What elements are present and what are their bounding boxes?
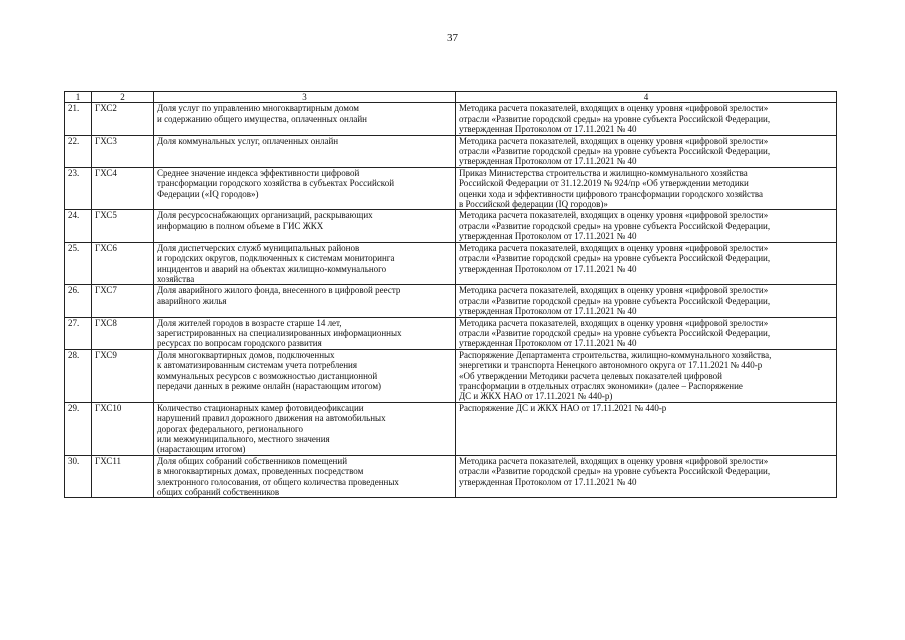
table-row bbox=[65, 210, 837, 242]
row-number: 25. bbox=[65, 242, 92, 285]
table-row bbox=[65, 242, 837, 285]
row-number: 27. bbox=[65, 317, 92, 349]
methodology-source: Методика расчета показателей, входящих в оценку уровня «цифровой зрелости» отрасли «Развитие городской среды» на уровне субъекта Российской Федерации, утвержденная Протоколом от 17.11.2021 № 40 bbox=[456, 103, 837, 135]
indicator-code: ГХС8 bbox=[92, 317, 154, 349]
methodology-source: Распоряжение Департамента строительства, жилищно-коммунального хозяйства, энергетики и транспорта Ненецкого автономного округа от 17.11.2021 № 440-р «Об утверждении Методики расчета целевых показателей цифровой трансформации в отдельных отраслях экономики» (далее – Распоряжение ДС и ЖКХ НАО от 17.11.2021 № 440-р) bbox=[456, 349, 837, 402]
row-number: 28. bbox=[65, 349, 92, 402]
indicator-code: ГХС2 bbox=[92, 103, 154, 135]
row-number: 26. bbox=[65, 285, 92, 317]
indicator-name: Доля коммунальных услуг, оплаченных онлайн bbox=[154, 135, 456, 167]
indicator-name: Количество стационарных камер фотовидеофиксации нарушений правил дорожного движения на автомобильных дорогах федерального, регионального или межмуниципального, местного значения (нарастающим итогом) bbox=[154, 402, 456, 455]
row-number: 22. bbox=[65, 135, 92, 167]
table-row bbox=[65, 402, 837, 455]
indicator-code: ГХС7 bbox=[92, 285, 154, 317]
methodology-source: Методика расчета показателей, входящих в оценку уровня «цифровой зрелости» отрасли «Развитие городской среды» на уровне субъекта Российской Федерации, утвержденная Протоколом от 17.11.2021 № 40 bbox=[456, 317, 837, 349]
indicator-name: Среднее значение индекса эффективности цифровой трансформации городского хозяйства в субъектах Российской Федерации («IQ городов») bbox=[154, 167, 456, 210]
indicator-code: ГХС11 bbox=[92, 455, 154, 498]
table-row bbox=[65, 317, 837, 349]
column-header-code: 2 bbox=[92, 92, 154, 103]
column-header-source: 4 bbox=[456, 92, 837, 103]
indicator-code: ГХС9 bbox=[92, 349, 154, 402]
table-row bbox=[65, 135, 837, 167]
column-header-number: 1 bbox=[65, 92, 92, 103]
indicator-code: ГХС4 bbox=[92, 167, 154, 210]
row-number: 24. bbox=[65, 210, 92, 242]
methodology-source: Распоряжение ДС и ЖКХ НАО от 17.11.2021 № 440-р bbox=[456, 402, 837, 455]
indicator-name: Доля ресурсоснабжающих организаций, раскрывающих информацию в полном объеме в ГИС ЖКХ bbox=[154, 210, 456, 242]
indicator-name: Доля жителей городов в возрасте старше 14 лет, зарегистрированных на специализированных информационных ресурсах по вопросам городского развития bbox=[154, 317, 456, 349]
table-row bbox=[65, 103, 837, 135]
row-number: 29. bbox=[65, 402, 92, 455]
indicators-table bbox=[64, 91, 837, 498]
indicator-name: Доля общих собраний собственников помещений в многоквартирных домах, проведенных посредством электронного голосования, от общего количества проведенных общих собраний собственников bbox=[154, 455, 456, 498]
methodology-source: Методика расчета показателей, входящих в оценку уровня «цифровой зрелости» отрасли «Развитие городской среды» на уровне субъекта Российской Федерации, утвержденная Протоколом от 17.11.2021 № 40 bbox=[456, 285, 837, 317]
column-header-indicator: 3 bbox=[154, 92, 456, 103]
methodology-source: Методика расчета показателей, входящих в оценку уровня «цифровой зрелости» отрасли «Развитие городской среды» на уровне субъекта Российской Федерации, утвержденная Протоколом от 17.11.2021 № 40 bbox=[456, 455, 837, 498]
indicator-code: ГХС6 bbox=[92, 242, 154, 285]
methodology-source: Методика расчета показателей, входящих в оценку уровня «цифровой зрелости» отрасли «Развитие городской среды» на уровне субъекта Российской Федерации, утвержденная Протоколом от 17.11.2021 № 40 bbox=[456, 242, 837, 285]
table-header-row bbox=[65, 92, 837, 103]
methodology-source: Приказ Министерства строительства и жилищно-коммунального хозяйства Российской Федерации от 31.12.2019 № 924/пр «Об утверждении методики оценки хода и эффективности цифрового трансформации городского хозяйства в Российской федерации (IQ городов)» bbox=[456, 167, 837, 210]
row-number: 21. bbox=[65, 103, 92, 135]
table-row bbox=[65, 349, 837, 402]
indicator-name: Доля многоквартирных домов, подключенных к автоматизированным системам учета потребления коммунальных ресурсов с возможностью дистанционной передачи данных в режиме онлайн (нарастающим итогом) bbox=[154, 349, 456, 402]
table-row bbox=[65, 455, 837, 498]
row-number: 30. bbox=[65, 455, 92, 498]
row-number: 23. bbox=[65, 167, 92, 210]
page-number: 37 bbox=[447, 32, 458, 44]
methodology-source: Методика расчета показателей, входящих в оценку уровня «цифровой зрелости» отрасли «Развитие городской среды» на уровне субъекта Российской Федерации, утвержденная Протоколом от 17.11.2021 № 40 bbox=[456, 210, 837, 242]
indicator-name: Доля услуг по управлению многоквартирным домом и содержанию общего имущества, оплаченных онлайн bbox=[154, 103, 456, 135]
indicator-name: Доля диспетчерских служб муниципальных районов и городских округов, подключенных к системам мониторинга инцидентов и аварий на объектах жилищно-коммунального хозяйства bbox=[154, 242, 456, 285]
table-row bbox=[65, 285, 837, 317]
indicator-code: ГХС10 bbox=[92, 402, 154, 455]
methodology-source: Методика расчета показателей, входящих в оценку уровня «цифровой зрелости» отрасли «Развитие городской среды» на уровне субъекта Российской Федерации, утвержденная Протоколом от 17.11.2021 № 40 bbox=[456, 135, 837, 167]
indicator-code: ГХС5 bbox=[92, 210, 154, 242]
indicator-code: ГХС3 bbox=[92, 135, 154, 167]
table-row bbox=[65, 167, 837, 210]
indicator-name: Доля аварийного жилого фонда, внесенного в цифровой реестр аварийного жилья bbox=[154, 285, 456, 317]
